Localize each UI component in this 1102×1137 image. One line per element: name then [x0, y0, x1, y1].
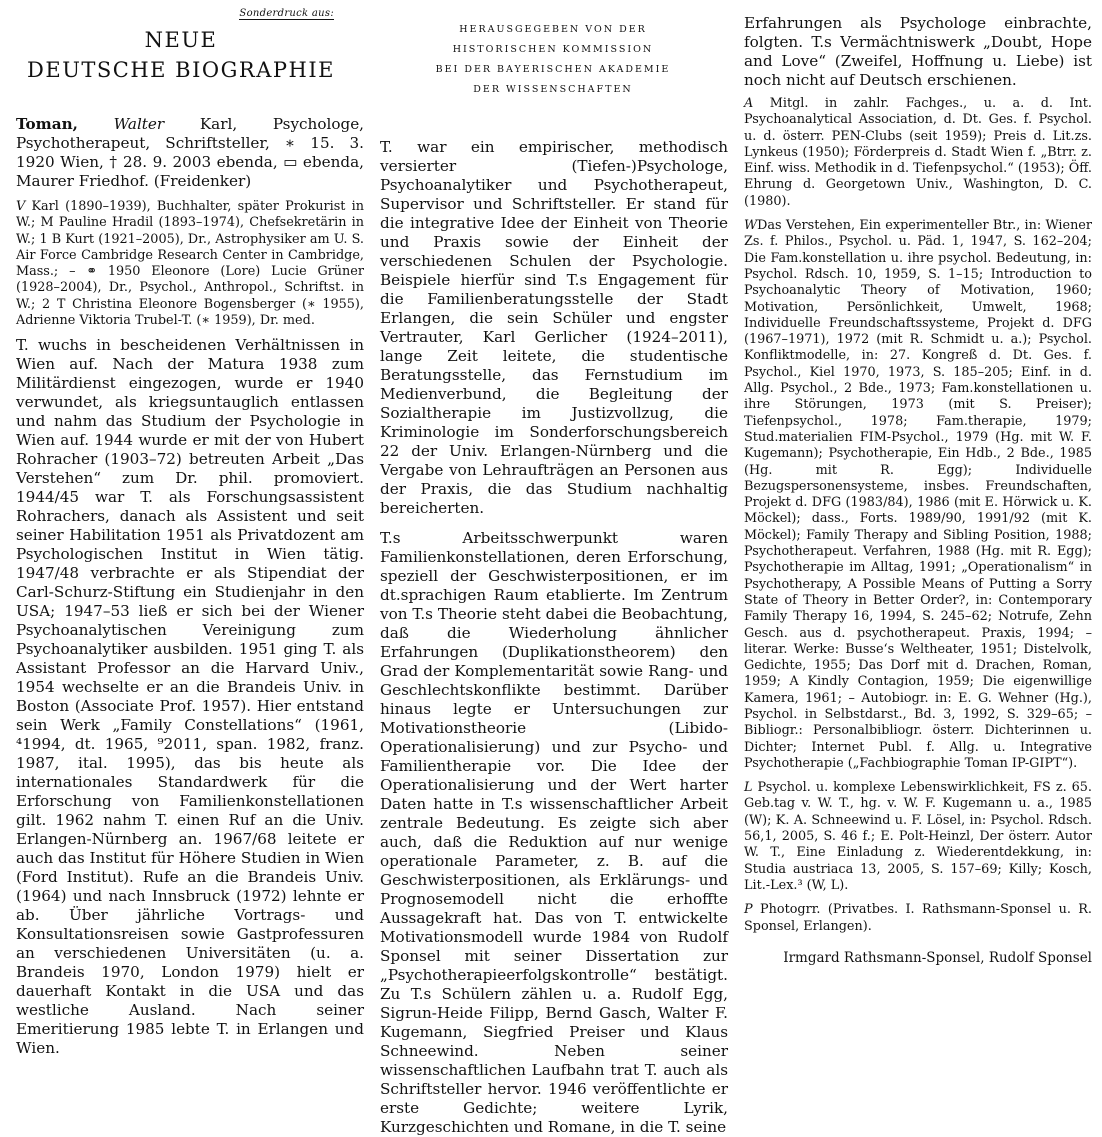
publisher-line: BEI DER BAYERISCHEN AKADEMIE — [435, 64, 671, 75]
entry-given-name: Walter — [113, 115, 165, 133]
awards-text: Mitgl. in zahlr. Fachges., u. a. d. Int. Psychoanalytical Association, d. Dt. Ges. f. Psychol. u. d. österr. PEN-Clubs (seit 1959); Preis d. Lit.zs. Lynkeus (1950); Förderpreis d. Stadt Wien f. „Btrr. z. Einf. wiss. Methodik in d. Tiefenpsychol.“ (1953); Öff. Ehrung d. Georgetown Univ., Washington, D. C. (1980). — [744, 96, 1092, 209]
biography-paragraph-3: T.s Arbeitsschwerpunkt waren Familienkonstellationen, deren Erforschung, speziell der Geschwisterpositionen, er im dt.sprachigen Raum etablierte. Im Zentrum von T.s Theorie steht dabei die Beobachtung, daß die Wiederholung ähnlicher Erfahrungen (Duplikationstheorem) den Grad der Komplementarität sowie Rang- und Geschlechtskonflikte bestimmt. Darüber hinaus legte er Untersuchungen zur Motivationstheorie (Libido-Operationalisierung) und zur Psycho- und Familientherapie vor. Die Idee der Operationalisierung und der Wert harter Daten hatte in T.s wissenschaftlicher Arbeit zentrale Bedeutung. Es zeigte sich aber auch, daß die Reduktion auf nur wenige operationale Parameter, z. B. auf die Geschwisterpositionen, als Erklärungs- und Prognosemodell nicht die erhoffte Aussagekraft hat. Das von T. entwickelte Motivationsmodell wurde 1984 von Rudolf Sponsel mit seiner Dissertation zur „Psychotherapieerfolgskontrolle“ bestätigt. Zu T.s Schülern zählen u. a. Rudolf Egg, Sigrun-Heide Filipp, Bernd Gasch, Walter F. Kugemann, Siegfried Preiser und Klaus Schneewind. Neben seiner wissenschaftlichen Laufbahn trat T. auch als Schriftsteller hervor. 1946 veröffentlichte er erste Gedichte; weitere Lyrik, Kurzgeschichten und Romane, in die T. seine — [380, 529, 728, 1136]
genealogy-text: Karl (1890–1939), Buchhalter, später Prokurist in W.; M Pauline Hradil (1893–1974), Chefsekretärin in W.; 1 B Kurt (1921–2005), Dr., Astrophysiker am U. S. Air Force Cambridge Research Center in Cambridge, Mass.; – ⚭ 1950 Eleonore (Lore) Lucie Grüner (1928–2004), Dr., Psychol., Anthropol., Schriftst. in W.; 2 T Christina Eleonore Bogensberger (∗ 1955), Adrienne Viktoria Trubel-T. (∗ 1959), Dr. med. — [16, 199, 364, 329]
works-section — [744, 218, 1092, 772]
column-3 — [744, 0, 1092, 967]
entry-surname: Toman, — [16, 115, 78, 133]
journal-title — [16, 25, 346, 85]
entry-header-details: Karl, Psychologe, Psychotherapeut, Schriftsteller, ∗ 15. 3. 1920 Wien, † 28. 9. 2003 ebenda, ▭ ebenda, Maurer Friedhof. (Freidenker) — [16, 115, 365, 190]
publisher-line: HISTORISCHEN KOMMISSION — [452, 44, 654, 55]
entry-header — [16, 115, 364, 191]
awards-label: A — [744, 96, 754, 111]
publisher-line: HERAUSGEGEBEN VON DER — [459, 24, 647, 35]
biography-paragraph-1: T. wuchs in bescheidenen Verhältnissen in Wien auf. Nach der Matura 1938 zum Militärdienst eingezogen, wurde er 1940 verwundet, als kriegsuntauglich entlassen und nahm das Studium der Psychologie in Wien auf. 1944 wurde er mit der von Hubert Rohracher (1903–72) betreuten Arbeit „Das Verstehen“ zum Dr. phil. promoviert. 1944/45 war T. als Forschungsassistent Rohrachers, danach als Assistent und seit seiner Habilitation 1951 als Privatdozent am Psychologischen Institut in Wien tätig. 1947/48 verbrachte er als Stipendiat der Carl-Schurz-Stiftung ein Studienjahr in den USA; 1947–53 ließ er sich bei der Wiener Psychoanalytischen Vereinigung zum Psychoanalytiker ausbilden. 1951 ging T. als Assistant Professor an die Harvard Univ., 1954 wechselte er an die Brandeis Univ. in Boston (Associate Prof. 1957). Hier entstand sein Werk „Family Constellations“ (1961, ⁴1994, dt. 1965, ⁹2011, span. 1982, franz. 1987, ital. 1995), das bis heute als internationales Standardwerk für die Erforschung von Familienkonstellationen gilt. 1962 nahm T. einen Ruf an die Univ. Erlangen-Nürnberg an. 1967/68 leitete er auch das Institut für Höhere Studien in Wien (Ford Institut). Rufe an die Brandeis Univ. (1964) und nach Innsbruck (1972) lehnte er ab. Über jährliche Vortrags- und Konsultationsreisen sowie Gastprofessuren an verschiedenen Universitäten (u. a. Brandeis 1970, London 1979) hielt er dauerhaft Kontakt in die USA und das westliche Ausland. Nach seiner Emeritierung 1985 lebte T. in Erlangen und Wien. — [16, 336, 364, 1058]
portrait-section — [744, 902, 1092, 935]
biography-paragraph-2: T. war ein empirischer, methodisch versierter (Tiefen-)Psychologe, Psychoanalytiker und Psychotherapeut, Supervisor und Schriftsteller. Er stand für die integrative Idee der Einheit von Theorie und Praxis sowie der Einheit der verschiedenen Schulen der Psychologie. Beispiele hierfür sind T.s Engagement für die Familienberatungsstelle der Stadt Erlangen, die sein Schüler und engster Vertrauter, Karl Gerlicher (1924–2011), lange Zeit leitete, die studentische Beratungsstelle, das Fernstudium im Medienverbund, die Begleitung der Sozialtherapie im Justizvollzug, die Kriminologie im Sonderforschungsbereich 22 der Univ. Erlangen-Nürnberg und die Vergabe von Lehraufträgen an Personen aus der Praxis, die das Studium nachhaltig bereicherten. — [380, 138, 728, 517]
genealogy-label: V — [16, 199, 26, 214]
portrait-label: P — [744, 902, 753, 918]
portrait-text: Photogrr. (Privatbes. I. Rathsmann-Sponsel u. R. Sponsel, Erlangen). — [744, 902, 1092, 934]
genealogy — [16, 199, 364, 329]
publisher-line: DER WISSENSCHAFTEN — [473, 84, 633, 95]
works-label: W — [744, 218, 758, 234]
journal-title-line-2: DEUTSCHE BIOGRAPHIE — [27, 58, 335, 82]
article-authors: Irmgard Rathsmann-Sponsel, Rudolf Sponsel — [783, 949, 1092, 966]
offprint-note: Sonderdruck aus: — [239, 8, 334, 19]
journal-title-line-1: NEUE — [144, 28, 218, 52]
column-1 — [16, 0, 364, 1058]
literature-label: L — [744, 780, 753, 796]
column-2 — [380, 0, 728, 1137]
biography-paragraph-3-continued: Erfahrungen als Psychologe einbrachte, folgten. T.s Vermächtniswerk „Doubt, Hope and Love“ (Zweifel, Hoffnung u. Liebe) ist noch nicht auf Deutsch erschienen. — [744, 14, 1092, 89]
awards-section — [744, 96, 1092, 210]
literature-section — [744, 780, 1092, 894]
publisher-block — [380, 20, 726, 100]
works-text: Das Verstehen, Ein experimenteller Btr., in: Wiener Zs. f. Philos., Psychol. u. Päd. 1, 1947, S. 162–204; Die Fam.konstellation u. ihre psychol. Bedeutung, in: Psychol. Rdsch. 10, 1959, S. 1–15; Introduction to Psychoanalytic Theory of Motivation, 1960; Motivation, Persönlichkeit, Umwelt, 1968; Individuelle Freundschaftssysteme, Projekt d. DFG (1967–1971), 1972 (mit R. Schmidt u. a.); Psychol. Konfliktmodelle, in: 27. Kongreß d. Dt. Ges. f. Psychol., Kiel 1970, 1973, S. 185–205; Einf. in d. Allg. Psychol., 2 Bde., 1973; Fam.konstellationen u. ihre Störungen, 1973 (mit S. Preiser); Tiefenpsychol., 1978; Fam.therapie, 1979; Stud.materialien FIM-Psychol., 1979 (Hg. mit W. F. Kugemann); Psychotherapie, Ein Hdb., 2 Bde., 1985 (Hg. mit R. Egg); Individuelle Bezugspersonensysteme, insbes. Freundschaften, Projekt d. DFG (1983/84), 1986 (mit E. Hörwick u. K. Möckel); dass., Forts. 1989/90, 1991/92 (mit K. Möckel); Family Therapy and Sibling Position, 1988; Psychotherapeut. Verfahren, 1988 (Hg. mit R. Egg); Psychotherapie im Alltag, 1991; „Operationalism“ in Psychotherapy, A Possible Means of Putting a Sorry State of Theory in Better Order?, in: Contemporary Family Therapy 16, 1994, S. 245–62; Notrufe, Zehn Gesch. aus d. psychotherapeut. Praxis, 1994; – literar. Werke: Busse‘s Weltheater, 1951; Distelvolk, Gedichte, 1955; Das Dorf mit d. Drachen, Roman, 1959; A Kindly Contagion, 1959; Die eigenwillige Kamera, 1961; – Autobiogr. in: E. G. Wehner (Hg.), Psychol. in Selbstdarst., Bd. 3, 1992, S. 329–65; – Bibliogr.: Personalbibliogr. österr. Dichterinnen u. Dichter; Internet Publ. f. Allg. u. Integrative Psychotherapie („Fachbiographie Toman IP-GIPT“). — [744, 218, 1092, 771]
literature-text: Psychol. u. komplexe Lebenswirklichkeit, FS z. 65. Geb.tag v. W. T., hg. v. W. F. Kugemann u. a., 1985 (W); K. A. Schneewind u. F. Lösel, in: Psychol. Rdsch. 56,1, 2005, S. 46 f.; E. Polt-Heinzl, Der österr. Autor W. T., Eine Einladung z. Wiederentdekkung, in: Studia austriaca 13, 2005, S. 157–69; Killy; Kosch, Lit.-Lex.³ (W, L). — [744, 780, 1092, 893]
